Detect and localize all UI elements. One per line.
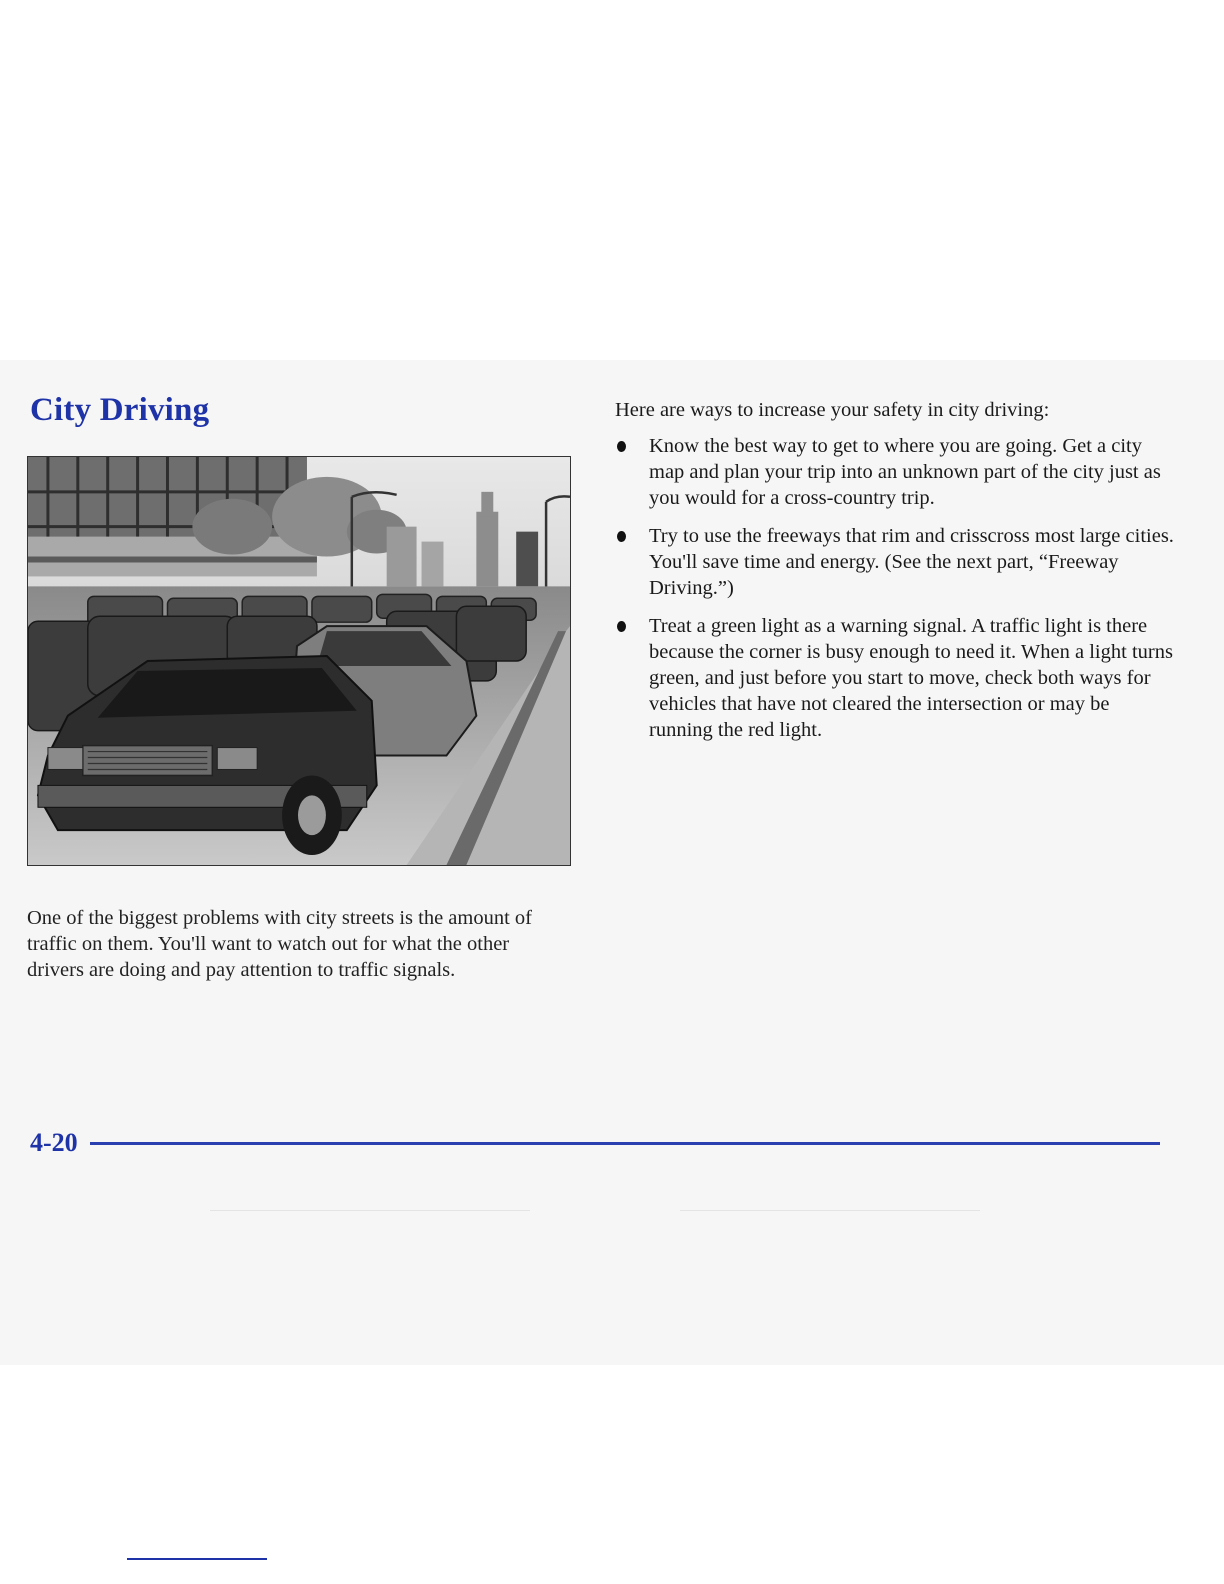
- bullet-icon: [617, 441, 626, 452]
- footer-rule: [90, 1142, 1160, 1145]
- bullet-icon: [617, 531, 626, 542]
- scan-artifact-line: [680, 1210, 980, 1211]
- bullet-icon: [617, 621, 626, 632]
- tips-list: [615, 433, 1175, 743]
- list-item: [615, 523, 1175, 601]
- tip-text: Try to use the freeways that rim and crisscross most large cities. You'll save time and energy. (See the next part, “Freeway Driving.”): [649, 525, 1174, 599]
- tip-text: Know the best way to get to where you are going. Get a city map and plan your trip into an unknown part of the city just as you would for a cross-country trip.: [649, 435, 1161, 509]
- section-title: City Driving: [30, 392, 210, 428]
- page-number: 4-20: [30, 1128, 78, 1157]
- tips-lead-in: Here are ways to increase your safety in city driving:: [615, 399, 1050, 421]
- tip-text: Treat a green light as a warning signal. A traffic light is there because the corner is busy enough to need it. When a light turns green, and just before you start to move, check both ways for vehicles that have not cleared the intersection or may be running the red light.: [649, 615, 1173, 741]
- list-item: [615, 433, 1175, 511]
- intro-paragraph: One of the biggest problems with city streets is the amount of traffic on them. You'll want to watch out for what the other drivers are doing and pay attention to traffic signals.: [27, 907, 533, 981]
- bottom-rule: [127, 1558, 267, 1560]
- list-item: [615, 613, 1175, 743]
- page-footer: [30, 1128, 1162, 1162]
- scan-artifact-line: [210, 1210, 530, 1211]
- traffic-scene-drawing: [28, 457, 570, 865]
- safety-tips-column: [615, 397, 1175, 755]
- city-traffic-illustration: [27, 456, 571, 866]
